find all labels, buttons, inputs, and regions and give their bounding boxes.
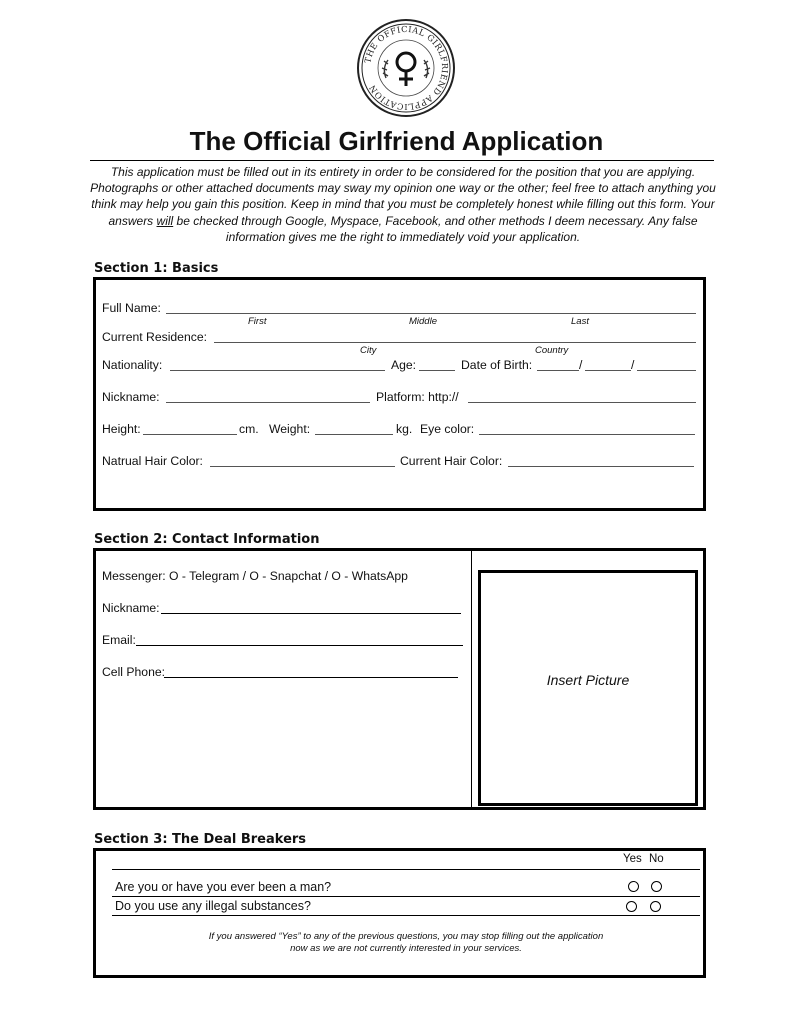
- question-1: Are you or have you ever been a man?: [115, 880, 332, 894]
- no-header: No: [649, 853, 664, 865]
- dob-label: Date of Birth:: [461, 358, 533, 372]
- seal-logo: [356, 18, 456, 118]
- table-rule-3: [112, 915, 700, 916]
- weight-field[interactable]: [315, 434, 393, 435]
- question-2-no-radio[interactable]: [650, 901, 661, 912]
- middle-sublabel: Middle: [409, 316, 437, 327]
- cm-unit: cm.: [239, 422, 259, 436]
- cell-phone-label: Cell Phone:: [102, 665, 166, 679]
- weight-label: Weight:: [269, 422, 311, 436]
- eye-color-field[interactable]: [479, 434, 695, 435]
- eye-color-label: Eye color:: [420, 422, 475, 436]
- section1-heading: Section 1: Basics: [94, 261, 219, 276]
- footnote-line-2: now as we are not currently interested in your services.: [290, 943, 522, 954]
- height-field[interactable]: [143, 434, 237, 435]
- dob-separator-1: /: [579, 358, 583, 372]
- section3-heading: Section 3: The Deal Breakers: [94, 832, 307, 847]
- intro-paragraph: This application must be filled out in its entirety in order to be considered for the position that you are applying. Photographs or other attached documents may sway my opinion one way or the other; feel free to attach anything you think may help you gain this position. Keep in mind that you must be completely honest while filling out this form. Your answers will be checked through Google, Myspace, Facebook, and other methods I deem necessary. Any false information gives me the right to immediately void your application.: [90, 165, 716, 244]
- nationality-label: Nationality:: [102, 358, 163, 372]
- kg-unit: kg.: [396, 422, 413, 436]
- question-1-no-radio[interactable]: [651, 881, 662, 892]
- question-2-yes-radio[interactable]: [626, 901, 637, 912]
- natural-hair-label: Natrual Hair Color:: [102, 454, 203, 468]
- first-sublabel: First: [248, 316, 267, 327]
- current-residence-field[interactable]: [214, 342, 696, 343]
- table-rule-1: [112, 869, 700, 870]
- nickname-field[interactable]: [166, 402, 370, 403]
- yes-header: Yes: [623, 853, 642, 865]
- natural-hair-field[interactable]: [210, 466, 395, 467]
- full-name-field[interactable]: [166, 313, 696, 314]
- contact-nickname-label: Nickname:: [102, 601, 160, 615]
- cell-phone-field[interactable]: [164, 677, 458, 678]
- age-label: Age:: [391, 358, 417, 372]
- section2-divider: [471, 551, 472, 807]
- full-name-label: Full Name:: [102, 301, 161, 315]
- country-sublabel: Country: [535, 345, 569, 356]
- current-hair-label: Current Hair Color:: [400, 454, 503, 468]
- city-sublabel: City: [360, 345, 377, 356]
- age-field[interactable]: [419, 370, 455, 371]
- question-2: Do you use any illegal substances?: [115, 899, 311, 913]
- footnote-line-1: If you answered “Yes” to any of the previous questions, you may stop filling out the application: [208, 931, 604, 942]
- picture-box[interactable]: [478, 570, 698, 806]
- height-label: Height:: [102, 422, 141, 436]
- svg-text:THE OFFICIAL GIRLFRIEND APPLIC: THE OFFICIAL GIRLFRIEND APPLICATION: [362, 23, 451, 113]
- email-field[interactable]: [136, 645, 463, 646]
- contact-nickname-field[interactable]: [161, 613, 461, 614]
- email-label: Email:: [102, 633, 136, 647]
- dob-month-field[interactable]: [585, 370, 631, 371]
- dob-day-field[interactable]: [537, 370, 579, 371]
- current-hair-field[interactable]: [508, 466, 694, 467]
- table-rule-2: [112, 896, 700, 897]
- question-1-yes-radio[interactable]: [628, 881, 639, 892]
- page-title: The Official Girlfriend Application: [189, 126, 604, 156]
- platform-label: Platform: http://: [376, 390, 459, 404]
- last-sublabel: Last: [571, 316, 589, 327]
- title-rule: [90, 160, 714, 161]
- platform-field[interactable]: [468, 402, 696, 403]
- dob-separator-2: /: [631, 358, 635, 372]
- dob-year-field[interactable]: [637, 370, 696, 371]
- section2-heading: Section 2: Contact Information: [94, 532, 320, 547]
- insert-picture-label: Insert Picture: [546, 672, 630, 688]
- messenger-options[interactable]: Messenger: O - Telegram / O - Snapchat / O - WhatsApp: [102, 569, 408, 583]
- current-residence-label: Current Residence:: [102, 330, 207, 344]
- section3-box: [93, 848, 706, 978]
- nationality-field[interactable]: [170, 370, 385, 371]
- nickname-label: Nickname:: [102, 390, 160, 404]
